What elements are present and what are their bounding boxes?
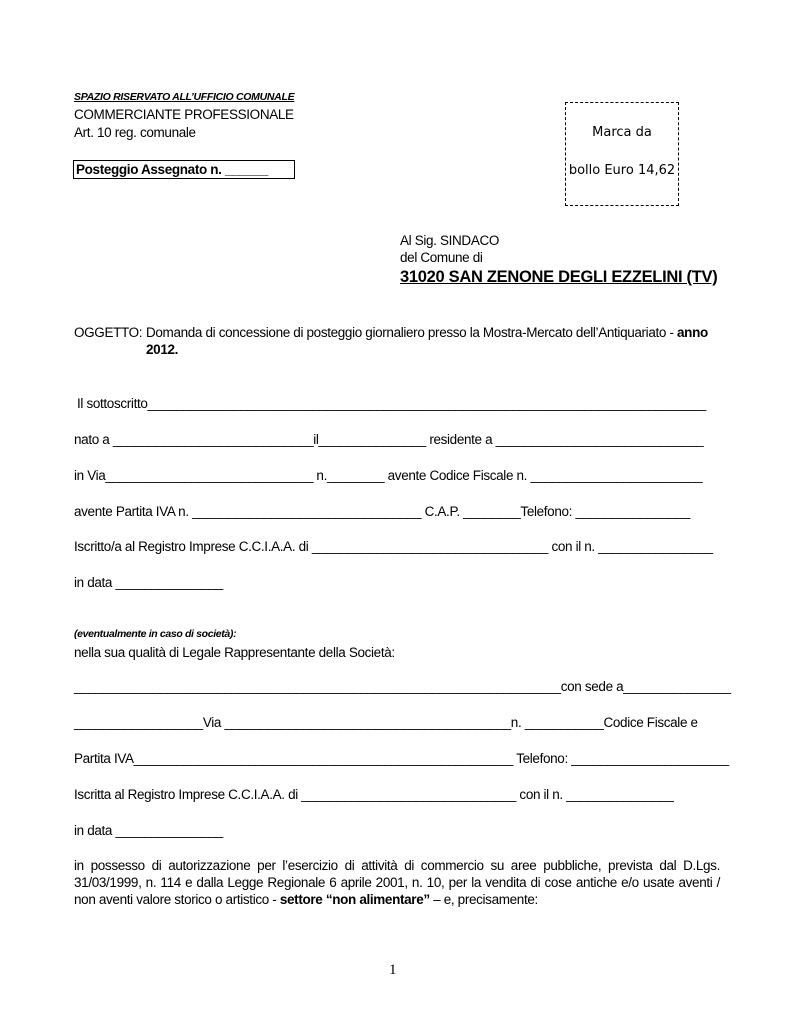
company-date-field[interactable]: in data _______________ xyxy=(74,823,223,838)
stamp-line-1: Marca da xyxy=(592,125,652,140)
vat-cap-phone-field[interactable]: avente Partita IVA n. ________________________________ C.A.P. ________Telefono: ________________ xyxy=(74,504,690,519)
office-reserved-label: SPAZIO RISERVATO ALL’UFFICIO COMUNALE xyxy=(74,91,295,103)
closing-paragraph xyxy=(74,857,720,908)
posteggio-field[interactable]: Posteggio Assegnato n. ______ xyxy=(73,160,295,179)
recipient-line-2: del Comune di xyxy=(400,250,483,265)
closing-sector: settore “non alimentare” xyxy=(279,892,430,907)
company-note: (eventualmente in caso di società): xyxy=(74,628,237,640)
registry-field[interactable]: Iscritto/a al Registro Imprese C.C.I.A.A. di _________________________________ con il n. ________________ xyxy=(74,539,713,554)
closing-tail: – e, precisamente: xyxy=(433,892,538,907)
company-name-field[interactable]: ____________________________________________________________________con sede a_______________ xyxy=(74,679,731,694)
page-number: 1 xyxy=(389,962,397,978)
subject-year: 2012. xyxy=(146,342,179,357)
subject-text xyxy=(146,325,708,340)
recipient-line-1: Al Sig. SINDACO xyxy=(400,233,500,248)
closing-text: in possesso di autorizzazione per l’esercizio di attività di commercio su aree pubbliche, prevista dal D.Lgs. 31/03/1999, n. 114 e dalla Legge Regionale 6 aprile 2001, n. 10, per la vendita di cose antiche e/o usate aventi / non aventi valore storico o artistico - xyxy=(74,858,720,907)
recipient-address: 31020 SAN ZENONE DEGLI EZZELINI (TV) xyxy=(400,268,718,286)
address-fiscal-code-field[interactable]: in Via_____________________________ n.________ avente Codice Fiscale n. ________________________ xyxy=(74,468,703,483)
category-label: COMMERCIANTE PROFESSIONALE xyxy=(74,107,294,122)
revenue-stamp-box xyxy=(565,102,679,206)
company-registry-field[interactable]: Iscritta al Registro Imprese C.C.I.A.A. di ______________________________ con il n. _______________ xyxy=(74,787,674,802)
article-label: Art. 10 reg. comunale xyxy=(74,125,196,140)
birth-residence-field[interactable]: nato a ____________________________il_______________ residente a _____________________________ xyxy=(74,432,704,447)
company-role: nella sua qualità di Legale Rappresentante della Società: xyxy=(74,645,395,660)
company-address-field[interactable]: __________________Via ________________________________________n. ___________Codice Fiscale e xyxy=(74,715,698,730)
stamp-line-2: bollo Euro 14,62 xyxy=(568,163,676,178)
subject-body: Domanda di concessione di posteggio giornaliero presso la Mostra-Mercato dell’Antiquariato - xyxy=(146,325,674,340)
registry-date-field[interactable]: in data _______________ xyxy=(74,575,223,590)
sottoscritto-field[interactable]: Il sottoscritto______________________________________________________________________________ xyxy=(77,396,706,411)
company-vat-phone-field[interactable]: Partita IVA_____________________________________________________ Telefono: ______________________ xyxy=(74,751,729,766)
subject-label: OGGETTO: xyxy=(74,325,143,340)
subject-year-prefix: anno xyxy=(677,325,708,340)
